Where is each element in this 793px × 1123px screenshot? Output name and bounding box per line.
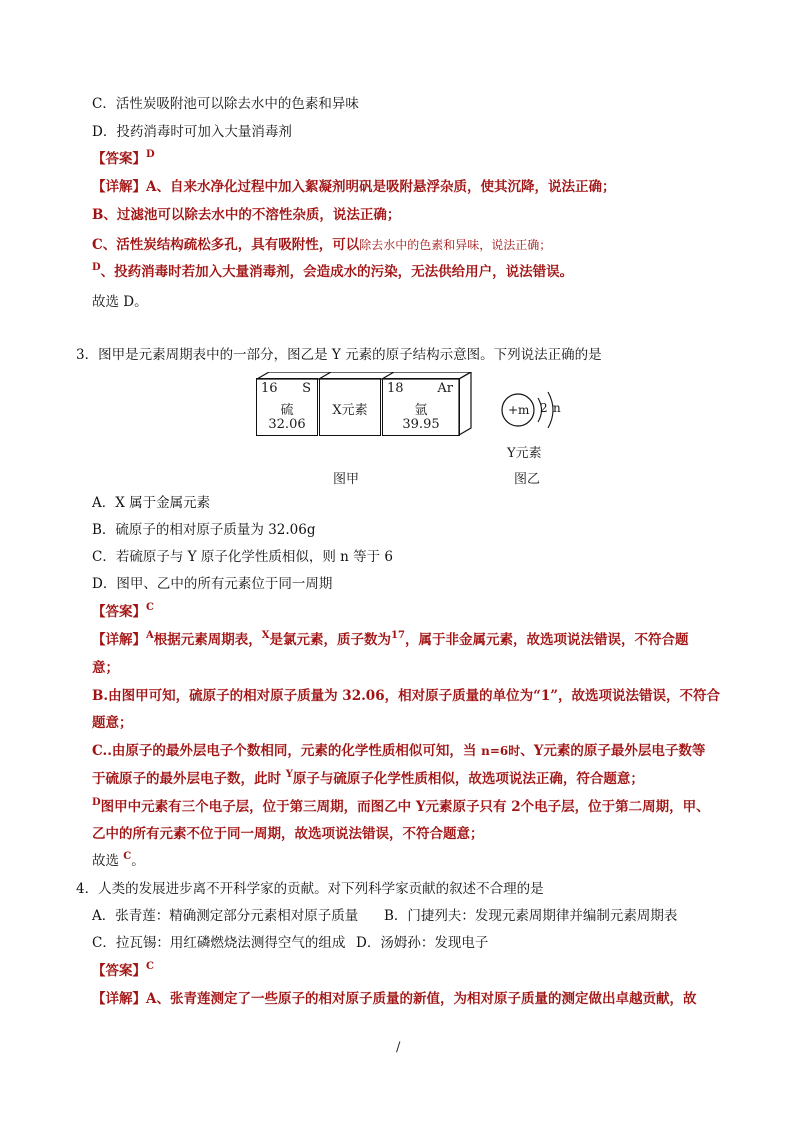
explain-d-prev — [92, 263, 573, 283]
explain-b-prev: B、过滤池可以除去水中的不溶性杂质，说法正确； — [92, 207, 401, 223]
q3-conclusion — [92, 852, 145, 872]
explain-c-cont1: 于硫原子的最外层电子数，此时 — [92, 771, 286, 787]
q4-explain-a — [92, 990, 696, 1008]
answer-label: 【答案】 — [92, 151, 146, 167]
question-3-answer — [92, 603, 154, 623]
question-4-answer — [92, 962, 154, 982]
question-4-option-a: A．张青莲：精确测定部分元素相对原子质量 — [92, 908, 359, 924]
shell-1-count: 2 — [540, 401, 548, 415]
explain-c-prev — [92, 236, 551, 254]
cell-sulfur-mass: 32.06 — [268, 417, 306, 432]
explain-d-text: 、投药消毒时若加入大量消毒剂，会造成水的污染，无法供给用户，说法错误。 — [100, 264, 574, 280]
explain-a-part2: 是氯元素，质子数为 — [269, 632, 392, 648]
conclusion-prev: 故选 D。 — [92, 294, 148, 310]
cell-argon-name: 氩 — [414, 403, 428, 418]
explain-a-part1: 根据元素周期表， — [153, 632, 262, 648]
cell-sulfur — [256, 378, 318, 436]
cell-argon — [382, 378, 460, 436]
option-c-prev: C．活性炭吸附池可以除去水中的色素和异味 — [92, 96, 359, 112]
cell-argon-mass: 39.95 — [402, 417, 440, 432]
explain-label: 【详解】 — [92, 991, 146, 1007]
answer-value: C — [146, 602, 154, 613]
explain-c-y: Y — [285, 769, 293, 780]
cell-x — [319, 378, 381, 436]
answer-value: D — [146, 149, 155, 160]
cell-sulfur-symbol: S — [302, 381, 311, 396]
answer-value: C — [146, 961, 154, 972]
cell-argon-symbol: Ar — [437, 381, 453, 396]
explain-c-text1: C、活性炭结构疏松多孔，具有吸附性，可以 — [92, 237, 360, 253]
option-d-prev: D．投药消毒时可加入大量消毒剂 — [92, 124, 292, 140]
conclusion-pre: 故选 — [92, 853, 124, 869]
explain-c-part2: 、Y元素的原子最外层电子数等 — [520, 743, 706, 759]
cell-sulfur-number: 16 — [261, 381, 278, 396]
y-element-label: Y元素 — [507, 446, 542, 461]
q3-explain-a-cont: 意； — [92, 660, 119, 676]
question-3-figure — [256, 372, 586, 492]
q3-explain-c-cont — [92, 770, 644, 790]
cell-x-label: X元素 — [332, 403, 368, 418]
answer-label: 【答案】 — [92, 963, 146, 979]
q3-explain-d-cont: 乙中的所有元素不位于同一周期，故选项说法错误，不符合题意； — [92, 826, 484, 842]
q3-explain-b-cont: 题意； — [92, 715, 133, 731]
caption-yi: 图乙 — [514, 472, 541, 487]
explain-d-part1: 图甲中元素有三个电子层，位于第三周期，而图乙中 Y元素原子只有 — [100, 799, 512, 815]
explain-c-n6: n=6时 — [481, 744, 521, 758]
question-3-option-d: D．图甲、乙中的所有元素位于同一周期 — [92, 576, 333, 592]
explain-d-part2: 个电子层，位于第二周期，甲、 — [520, 799, 710, 815]
question-4-option-d: D．汤姆孙：发现电子 — [356, 935, 489, 951]
explain-a-x: X — [261, 630, 270, 641]
page-mark: / — [396, 1040, 401, 1055]
question-3-option-b: B．硫原子的相对原子质量为 32.06g — [92, 522, 316, 538]
question-4-option-b: B．门捷列夫：发现元素周期律并编制元素周期表 — [384, 908, 678, 924]
explain-c-text2: 除去水中的色素和异味，说法正确； — [359, 238, 552, 252]
question-4-option-c: C．拉瓦锡：用红磷燃烧法测得空气的组成 — [92, 935, 346, 951]
explain-a-text: A、自来水净化过程中加入絮凝剂明矾是吸附悬浮杂质，使其沉降，说法正确； — [146, 179, 616, 195]
explain-d-letter: D — [92, 797, 101, 808]
explain-a-17: 17 — [391, 630, 405, 641]
explain-a-text: A、张青莲测定了一些原子的相对原子质量的新值，为相对原子质量的测定做出卓越贡献，故 — [146, 991, 697, 1007]
explain-c-part1: C..由原子的最外层电子个数相同，元素的化学性质相似可知，当 — [92, 743, 482, 759]
answer-label: 【答案】 — [92, 604, 146, 620]
q3-explain-a — [92, 631, 688, 651]
explain-a-prev — [92, 178, 615, 196]
question-4-stem: 4．人类的发展进步离不开科学家的贡献。对下列科学家贡献的叙述不合理的是 — [76, 881, 544, 897]
explain-c-cont2: 原子与硫原子化学性质相似，故选项说法正确，符合题意； — [292, 771, 644, 787]
explain-d-letter: D — [92, 262, 101, 273]
cell-sulfur-name: 硫 — [280, 403, 294, 418]
explain-d-2: 2 — [511, 799, 521, 815]
conclusion-answer: C — [123, 851, 132, 862]
nucleus-charge: +m — [508, 403, 530, 417]
q3-explain-c — [92, 742, 705, 760]
question-3-option-c: C．若硫原子与 Y 原子化学性质相似，则 n 等于 6 — [92, 549, 393, 565]
explain-label: 【详解】 — [92, 632, 146, 648]
shell-2-count: n — [553, 401, 561, 415]
q3-explain-d — [92, 798, 710, 818]
q3-explain-b: B.由图甲可知，硫原子的相对原子质量为 32.06，相对原子质量的单位为“1”，故选项说法错误，不符合 — [92, 688, 721, 704]
cell-argon-number: 18 — [387, 381, 404, 396]
conclusion-post: 。 — [131, 853, 145, 869]
question-3-stem: 3．图甲是元素周期表中的一部分，图乙是 Y 元素的原子结构示意图。下列说法正确的是 — [76, 347, 602, 363]
explain-a-part3: ，属于非金属元素，故选项说法错误，不符合题 — [404, 632, 689, 648]
explain-label: 【详解】 — [92, 179, 146, 195]
question-3-option-a: A．X 属于金属元素 — [92, 495, 211, 511]
caption-jia: 图甲 — [333, 472, 360, 487]
answer-line-prev — [92, 150, 155, 170]
explain-a-letter: A — [146, 630, 154, 641]
